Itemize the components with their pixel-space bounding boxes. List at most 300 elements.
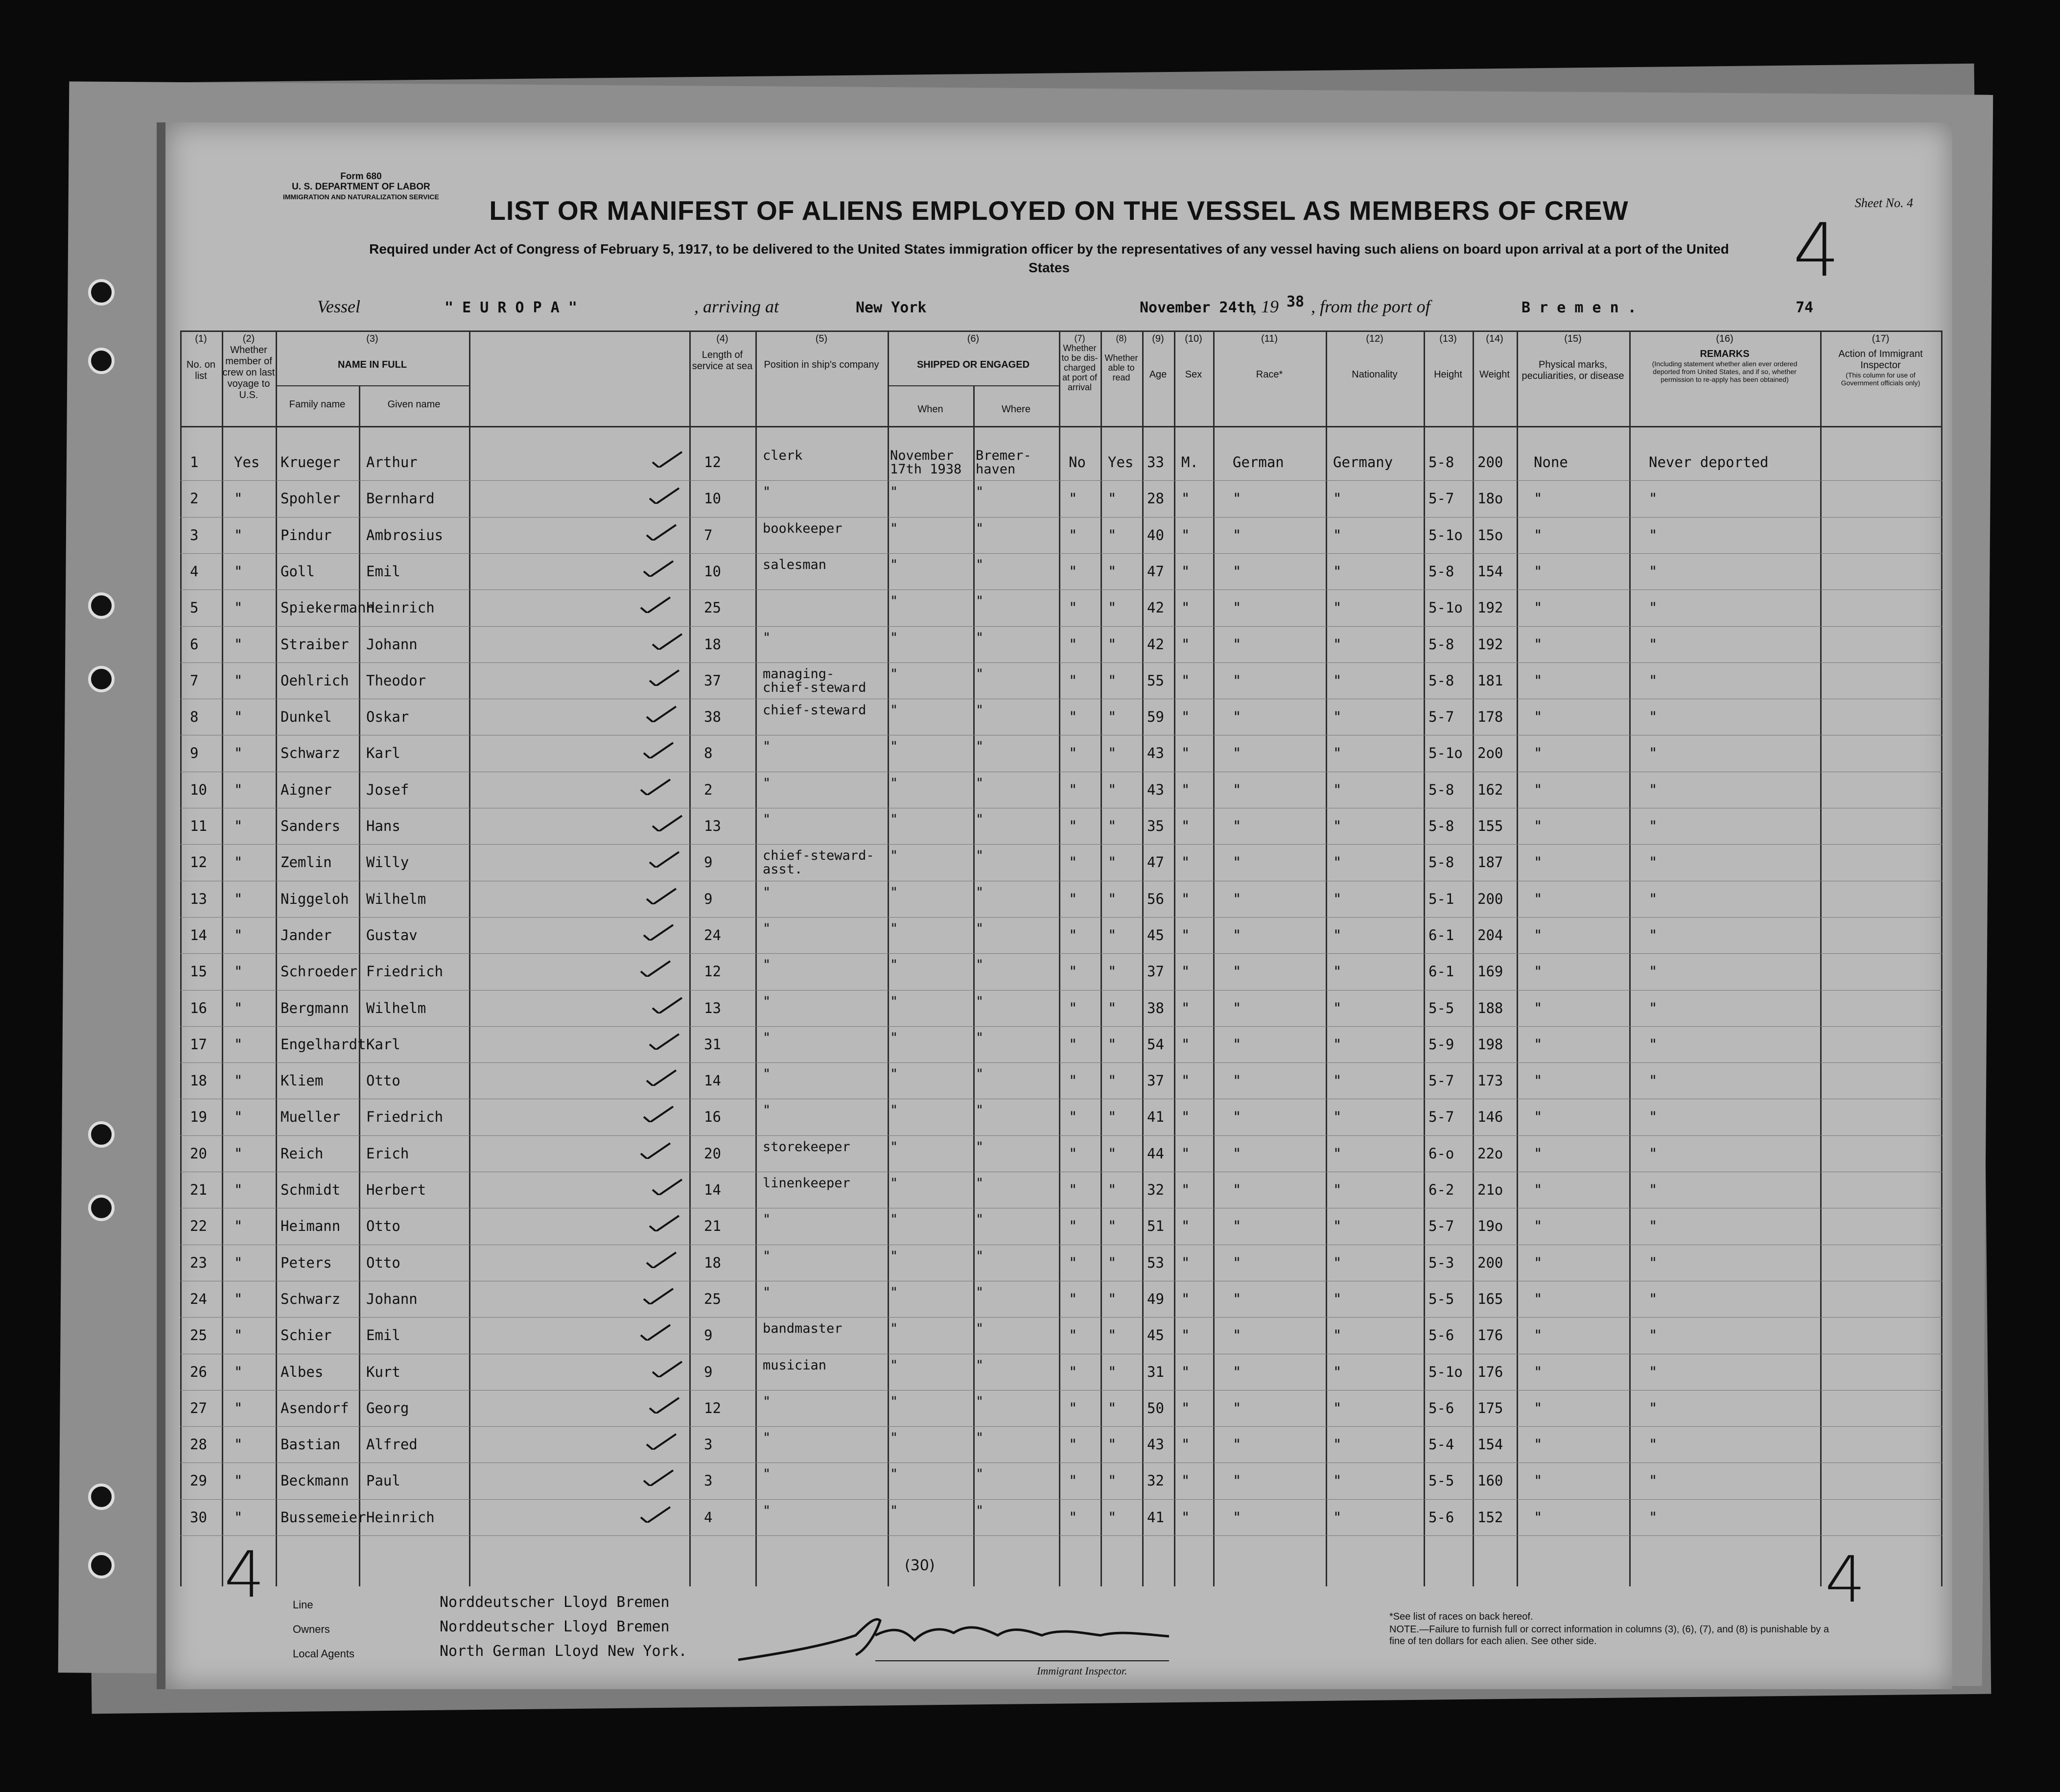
age: 35 bbox=[1147, 818, 1164, 834]
given-name: Paul bbox=[366, 1472, 400, 1489]
given-name: Otto bbox=[366, 1218, 400, 1235]
able-to-read: Yes bbox=[1108, 454, 1134, 471]
discharge: " bbox=[1069, 563, 1077, 580]
family-name: Spohler bbox=[281, 490, 341, 507]
shipped-where: " bbox=[976, 484, 984, 500]
service-length: 16 bbox=[704, 1108, 721, 1126]
col-16-header: (16) REMARKS (Including statement whether alien ever ordered deported from United States, and if so, whether permission to re-apply has been obtained) bbox=[1652, 333, 1798, 383]
service-length: 8 bbox=[704, 745, 713, 762]
row-number: 19 bbox=[190, 1108, 207, 1126]
family-name: Dunkel bbox=[281, 708, 332, 726]
able-to-read: " bbox=[1108, 781, 1117, 798]
service-length: 3 bbox=[704, 1436, 713, 1453]
nationality: " bbox=[1333, 708, 1342, 726]
height: 5-8 bbox=[1428, 818, 1454, 834]
shipped-when: " bbox=[890, 630, 898, 645]
race: " bbox=[1233, 490, 1241, 507]
position: bandmaster bbox=[763, 1321, 843, 1337]
col-9-header: (9) Age bbox=[1149, 333, 1167, 380]
physical-marks: None bbox=[1534, 454, 1568, 471]
remarks: " bbox=[1649, 745, 1658, 762]
shipped-where: " bbox=[976, 666, 984, 682]
remarks: " bbox=[1649, 1036, 1658, 1053]
last-voyage: " bbox=[234, 1145, 243, 1162]
discharge: " bbox=[1069, 999, 1077, 1016]
last-voyage: " bbox=[234, 599, 243, 616]
check-mark-icon bbox=[647, 668, 681, 686]
height: 5-7 bbox=[1428, 490, 1454, 507]
last-voyage: " bbox=[234, 999, 243, 1016]
shipped-where: " bbox=[976, 1466, 984, 1482]
check-mark-icon bbox=[647, 1396, 681, 1414]
row-rule bbox=[180, 1462, 1943, 1463]
family-name-header: Family name bbox=[289, 399, 346, 410]
shipped-when: " bbox=[890, 1103, 898, 1118]
last-voyage: " bbox=[234, 1218, 243, 1235]
vessel-name: " E U R O P A " bbox=[445, 299, 577, 316]
family-name: Goll bbox=[281, 563, 315, 580]
age: 51 bbox=[1147, 1218, 1164, 1235]
manifest-sheet bbox=[157, 122, 1952, 1689]
nationality: " bbox=[1333, 781, 1342, 798]
row-number: 20 bbox=[190, 1145, 207, 1162]
family-name: Schwarz bbox=[281, 745, 341, 762]
discharge: " bbox=[1069, 490, 1077, 507]
col-15-header: (15) Physical marks, peculiarities, or disease bbox=[1522, 333, 1624, 381]
able-to-read: " bbox=[1108, 854, 1117, 871]
height: 5-7 bbox=[1428, 1108, 1454, 1126]
agents-value: North German Lloyd New York. bbox=[440, 1643, 687, 1660]
check-mark-icon bbox=[650, 814, 684, 831]
able-to-read: " bbox=[1108, 1436, 1117, 1453]
arrival-date: November 24th bbox=[1140, 299, 1255, 316]
sex: " bbox=[1181, 672, 1190, 689]
row-number: 17 bbox=[190, 1036, 207, 1053]
shipped-where: " bbox=[976, 1212, 984, 1227]
sex: " bbox=[1181, 781, 1190, 798]
row-number: 25 bbox=[190, 1327, 207, 1344]
department: U. S. DEPARTMENT OF LABOR bbox=[292, 182, 430, 192]
physical-marks: " bbox=[1534, 1509, 1543, 1526]
age: 43 bbox=[1147, 781, 1164, 798]
row-rule bbox=[180, 917, 1943, 918]
check-mark-icon bbox=[650, 996, 684, 1014]
position: clerk bbox=[763, 448, 803, 463]
weight: 187 bbox=[1477, 854, 1503, 871]
weight: 155 bbox=[1477, 818, 1503, 834]
height: 5-8 bbox=[1428, 854, 1454, 871]
last-voyage: " bbox=[234, 1108, 243, 1126]
page-count: 74 bbox=[1796, 299, 1814, 316]
shipped-when: " bbox=[890, 993, 898, 1009]
last-voyage: " bbox=[234, 1472, 243, 1489]
weight: 22o bbox=[1477, 1145, 1503, 1162]
given-name: Karl bbox=[366, 745, 400, 762]
sex: " bbox=[1181, 1108, 1190, 1126]
row-rule bbox=[180, 1317, 1943, 1318]
given-name: Gustav bbox=[366, 926, 418, 943]
discharge: " bbox=[1069, 636, 1077, 653]
shipped-where: " bbox=[976, 1176, 984, 1191]
discharge: " bbox=[1069, 963, 1077, 980]
family-name: Schier bbox=[281, 1327, 332, 1344]
remarks: " bbox=[1649, 854, 1658, 871]
service-length: 18 bbox=[704, 636, 721, 653]
given-name: Arthur bbox=[366, 454, 418, 471]
family-name: Heimann bbox=[281, 1218, 341, 1235]
service-length: 24 bbox=[704, 926, 721, 943]
check-mark-icon bbox=[641, 1105, 676, 1122]
given-name: Johann bbox=[366, 636, 418, 653]
position: " bbox=[763, 1030, 771, 1045]
row-number: 1 bbox=[190, 454, 199, 471]
shipped-when: " bbox=[890, 593, 898, 609]
check-mark-icon bbox=[641, 1287, 676, 1304]
sex: " bbox=[1181, 963, 1190, 980]
last-voyage: Yes bbox=[234, 454, 260, 471]
shipped-where: " bbox=[976, 1030, 984, 1045]
able-to-read: " bbox=[1108, 1327, 1117, 1344]
weight: 2o0 bbox=[1477, 745, 1503, 762]
given-name: Karl bbox=[366, 1036, 400, 1053]
family-name: Straiber bbox=[281, 636, 349, 653]
nationality: " bbox=[1333, 1436, 1342, 1453]
physical-marks: " bbox=[1534, 1072, 1543, 1089]
physical-marks: " bbox=[1534, 599, 1543, 616]
able-to-read: " bbox=[1108, 1290, 1117, 1307]
age: 40 bbox=[1147, 526, 1164, 543]
row-number: 29 bbox=[190, 1472, 207, 1489]
row-number: 16 bbox=[190, 999, 207, 1016]
remarks: " bbox=[1649, 1108, 1658, 1126]
able-to-read: " bbox=[1108, 745, 1117, 762]
discharge: " bbox=[1069, 708, 1077, 726]
last-voyage: " bbox=[234, 890, 243, 907]
check-mark-icon bbox=[644, 887, 679, 904]
height: 6-o bbox=[1428, 1145, 1454, 1162]
race: " bbox=[1233, 1399, 1241, 1416]
race: " bbox=[1233, 1327, 1241, 1344]
age: 37 bbox=[1147, 1072, 1164, 1089]
family-name: Schroeder bbox=[281, 963, 358, 980]
last-voyage: " bbox=[234, 1072, 243, 1089]
col-10-header: (10) Sex bbox=[1185, 333, 1202, 380]
position: " bbox=[763, 484, 771, 500]
remarks: " bbox=[1649, 1072, 1658, 1089]
discharge: " bbox=[1069, 599, 1077, 616]
year-prefix: , 19 bbox=[1252, 297, 1279, 316]
weight: 176 bbox=[1477, 1327, 1503, 1344]
age: 33 bbox=[1147, 454, 1164, 471]
weight: 178 bbox=[1477, 708, 1503, 726]
physical-marks: " bbox=[1534, 1327, 1543, 1344]
last-voyage: " bbox=[234, 963, 243, 980]
shipped-when-header: When bbox=[917, 404, 943, 415]
physical-marks: " bbox=[1534, 636, 1543, 653]
service-length: 18 bbox=[704, 1254, 721, 1271]
height: 5-8 bbox=[1428, 672, 1454, 689]
age: 41 bbox=[1147, 1108, 1164, 1126]
shipped-when: " bbox=[890, 1284, 898, 1300]
service-length: 4 bbox=[704, 1509, 713, 1526]
row-rule bbox=[180, 662, 1943, 663]
col-8-header: (8) Whether able to read bbox=[1104, 333, 1138, 382]
remarks: " bbox=[1649, 1509, 1658, 1526]
weight: 169 bbox=[1477, 963, 1503, 980]
remarks: " bbox=[1649, 563, 1658, 580]
weight: 188 bbox=[1477, 999, 1503, 1016]
shipped-where: " bbox=[976, 630, 984, 645]
service-length: 9 bbox=[704, 1327, 713, 1344]
sex: " bbox=[1181, 563, 1190, 580]
discharge: " bbox=[1069, 1472, 1077, 1489]
position: " bbox=[763, 812, 771, 827]
physical-marks: " bbox=[1534, 1036, 1543, 1053]
nationality: " bbox=[1333, 818, 1342, 834]
able-to-read: " bbox=[1108, 1145, 1117, 1162]
weight: 192 bbox=[1477, 599, 1503, 616]
position: " bbox=[763, 1284, 771, 1300]
physical-marks: " bbox=[1534, 1254, 1543, 1271]
row-rule bbox=[180, 1135, 1943, 1136]
physical-marks: " bbox=[1534, 1472, 1543, 1489]
weight: 18o bbox=[1477, 490, 1503, 507]
remarks: " bbox=[1649, 818, 1658, 834]
family-name: Jander bbox=[281, 926, 332, 943]
service-length: 14 bbox=[704, 1072, 721, 1089]
service-length: 2 bbox=[704, 781, 713, 798]
age: 47 bbox=[1147, 854, 1164, 871]
left-margin-mark: 4 bbox=[224, 1537, 265, 1612]
weight: 160 bbox=[1477, 1472, 1503, 1489]
row-rule bbox=[180, 1499, 1943, 1500]
sex: " bbox=[1181, 926, 1190, 943]
check-mark-icon bbox=[644, 523, 679, 541]
discharge: " bbox=[1069, 1145, 1077, 1162]
shipped-where: " bbox=[976, 812, 984, 827]
sex: " bbox=[1181, 708, 1190, 726]
given-name: Kurt bbox=[366, 1363, 400, 1380]
weight: 154 bbox=[1477, 563, 1503, 580]
check-mark-icon bbox=[644, 1250, 679, 1268]
shipped-when: " bbox=[890, 1066, 898, 1082]
col-5-header: (5) Position in ship's company bbox=[764, 333, 879, 370]
race: " bbox=[1233, 1036, 1241, 1053]
col-6-header: (6) SHIPPED OR ENGAGED bbox=[916, 333, 1030, 370]
last-voyage: " bbox=[234, 818, 243, 834]
sex: " bbox=[1181, 890, 1190, 907]
family-name: Niggeloh bbox=[281, 890, 349, 907]
able-to-read: " bbox=[1108, 999, 1117, 1016]
check-mark-icon bbox=[638, 1505, 673, 1523]
race: " bbox=[1233, 818, 1241, 834]
height: 5-5 bbox=[1428, 1472, 1454, 1489]
family-name: Asendorf bbox=[281, 1399, 349, 1416]
shipped-when: " bbox=[890, 775, 898, 791]
check-mark-icon bbox=[644, 1432, 679, 1450]
position: " bbox=[763, 884, 771, 900]
remarks: " bbox=[1649, 490, 1658, 507]
weight: 21o bbox=[1477, 1181, 1503, 1198]
height: 6-2 bbox=[1428, 1181, 1454, 1198]
last-voyage: " bbox=[234, 1036, 243, 1053]
weight: 181 bbox=[1477, 672, 1503, 689]
height: 5-7 bbox=[1428, 1072, 1454, 1089]
nationality: " bbox=[1333, 963, 1342, 980]
remarks: " bbox=[1649, 963, 1658, 980]
check-mark-icon bbox=[638, 778, 673, 795]
age: 38 bbox=[1147, 999, 1164, 1016]
shipped-when: " bbox=[890, 1503, 898, 1518]
shipped-where: " bbox=[976, 957, 984, 973]
sex: " bbox=[1181, 599, 1190, 616]
able-to-read: " bbox=[1108, 599, 1117, 616]
race: " bbox=[1233, 672, 1241, 689]
row-number: 27 bbox=[190, 1399, 207, 1416]
discharge: No bbox=[1069, 454, 1086, 471]
position: " bbox=[763, 1066, 771, 1082]
sex: " bbox=[1181, 1181, 1190, 1198]
discharge: " bbox=[1069, 526, 1077, 543]
age: 43 bbox=[1147, 1436, 1164, 1453]
nationality: " bbox=[1333, 636, 1342, 653]
position: salesman bbox=[763, 557, 827, 572]
weight: 175 bbox=[1477, 1399, 1503, 1416]
shipped-when: " bbox=[890, 1139, 898, 1155]
discharge: " bbox=[1069, 781, 1077, 798]
physical-marks: " bbox=[1534, 745, 1543, 762]
row-number: 15 bbox=[190, 963, 207, 980]
check-mark-icon bbox=[647, 1032, 681, 1050]
service-length: 12 bbox=[704, 454, 721, 471]
position: " bbox=[763, 1212, 771, 1227]
position: storekeeper bbox=[763, 1139, 850, 1155]
sex: " bbox=[1181, 1509, 1190, 1526]
nationality: " bbox=[1333, 1181, 1342, 1198]
weight: 198 bbox=[1477, 1036, 1503, 1053]
given-name: Friedrich bbox=[366, 963, 444, 980]
shipped-when: " bbox=[890, 884, 898, 900]
row-number: 4 bbox=[190, 563, 199, 580]
position: " bbox=[763, 775, 771, 791]
row-number: 3 bbox=[190, 526, 199, 543]
sex: " bbox=[1181, 1036, 1190, 1053]
race: " bbox=[1233, 999, 1241, 1016]
race: " bbox=[1233, 1072, 1241, 1089]
shipped-when: " bbox=[890, 520, 898, 536]
last-voyage: " bbox=[234, 1509, 243, 1526]
race: " bbox=[1233, 1181, 1241, 1198]
discharge: " bbox=[1069, 1327, 1077, 1344]
remarks: " bbox=[1649, 1145, 1658, 1162]
service-length: 37 bbox=[704, 672, 721, 689]
height: 5-1o bbox=[1428, 1363, 1463, 1380]
family-name: Reich bbox=[281, 1145, 324, 1162]
position: " bbox=[763, 630, 771, 645]
discharge: " bbox=[1069, 854, 1077, 871]
service-length: 12 bbox=[704, 1399, 721, 1416]
discharge: " bbox=[1069, 818, 1077, 834]
discharge: " bbox=[1069, 1181, 1077, 1198]
row-rule bbox=[180, 1426, 1943, 1427]
sex: " bbox=[1181, 636, 1190, 653]
family-name: Schwarz bbox=[281, 1290, 341, 1307]
position: chief-steward bbox=[763, 703, 866, 718]
given-name: Wilhelm bbox=[366, 999, 426, 1016]
row-rule bbox=[180, 1062, 1943, 1063]
check-mark-icon bbox=[641, 1468, 676, 1486]
remarks: " bbox=[1649, 781, 1658, 798]
weight: 19o bbox=[1477, 1218, 1503, 1235]
remarks: " bbox=[1649, 999, 1658, 1016]
family-name: Spiekermann bbox=[281, 599, 375, 616]
sheet-value: 4 bbox=[1907, 196, 1913, 210]
family-name: Bergmann bbox=[281, 999, 349, 1016]
age: 37 bbox=[1147, 963, 1164, 980]
shipped-when: " bbox=[890, 848, 898, 864]
nationality: " bbox=[1333, 890, 1342, 907]
height: 5-6 bbox=[1428, 1399, 1454, 1416]
row-number: 13 bbox=[190, 890, 207, 907]
row-number: 24 bbox=[190, 1290, 207, 1307]
shipped-when: " bbox=[890, 666, 898, 682]
row-number: 26 bbox=[190, 1363, 207, 1380]
race: " bbox=[1233, 890, 1241, 907]
nationality: " bbox=[1333, 1472, 1342, 1489]
race: " bbox=[1233, 854, 1241, 871]
physical-marks: " bbox=[1534, 526, 1543, 543]
able-to-read: " bbox=[1108, 636, 1117, 653]
given-name: Emil bbox=[366, 1327, 400, 1344]
weight: 154 bbox=[1477, 1436, 1503, 1453]
row-rule bbox=[180, 553, 1943, 554]
service-length: 13 bbox=[704, 999, 721, 1016]
age: 47 bbox=[1147, 563, 1164, 580]
given-name: Willy bbox=[366, 854, 409, 871]
height: 5-1 bbox=[1428, 890, 1454, 907]
remarks: " bbox=[1649, 1436, 1658, 1453]
row-number: 30 bbox=[190, 1509, 207, 1526]
sheet-label: Sheet No. bbox=[1854, 196, 1904, 210]
agents-label: Local Agents bbox=[293, 1648, 354, 1660]
able-to-read: " bbox=[1108, 1072, 1117, 1089]
family-name: Oehlrich bbox=[281, 672, 349, 689]
given-name: Bernhard bbox=[366, 490, 435, 507]
race: " bbox=[1233, 1108, 1241, 1126]
nationality: " bbox=[1333, 1254, 1342, 1271]
sex: " bbox=[1181, 1254, 1190, 1271]
height: 5-8 bbox=[1428, 454, 1454, 471]
race: " bbox=[1233, 708, 1241, 726]
last-voyage: " bbox=[234, 1363, 243, 1380]
nationality: " bbox=[1333, 745, 1342, 762]
discharge: " bbox=[1069, 1072, 1077, 1089]
family-name: Albes bbox=[281, 1363, 324, 1380]
shipped-where: " bbox=[976, 1430, 984, 1446]
discharge: " bbox=[1069, 1363, 1077, 1380]
shipped-when: " bbox=[890, 1430, 898, 1446]
race: " bbox=[1233, 1290, 1241, 1307]
owners-value: Norddeutscher Lloyd Bremen bbox=[440, 1618, 670, 1635]
form-number: Form 680 bbox=[340, 171, 382, 182]
position: bookkeeper bbox=[763, 520, 843, 536]
age: 44 bbox=[1147, 1145, 1164, 1162]
given-name: Georg bbox=[366, 1399, 409, 1416]
discharge: " bbox=[1069, 672, 1077, 689]
sex: " bbox=[1181, 854, 1190, 871]
age: 41 bbox=[1147, 1509, 1164, 1526]
remarks: " bbox=[1649, 1363, 1658, 1380]
